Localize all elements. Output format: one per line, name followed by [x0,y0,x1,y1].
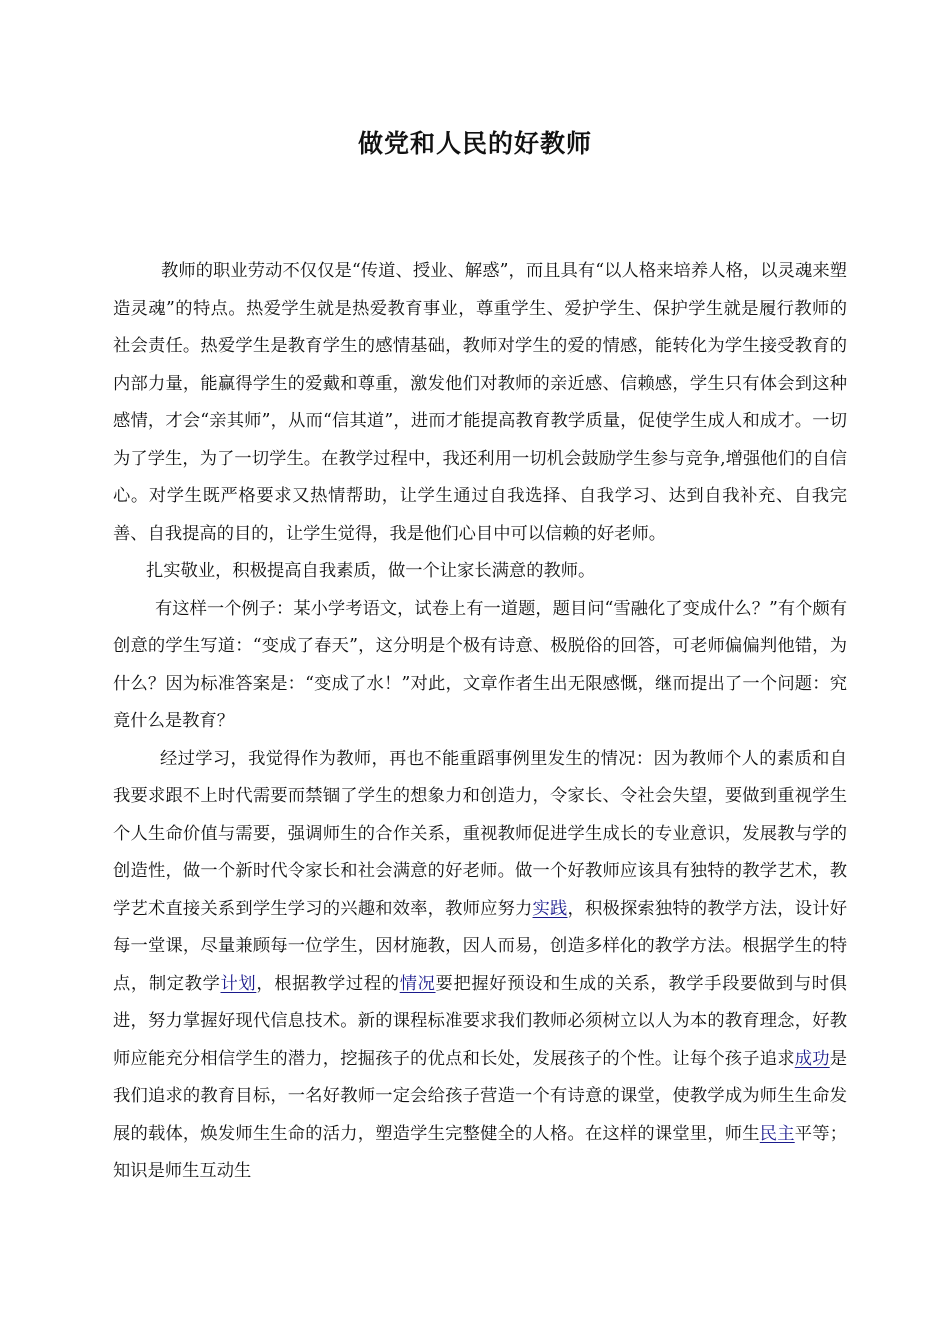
paragraph-text-segment: ，积极探索独特的教学方法，设计好每一堂课，尽量兼顾每一位学生，因材施教，因人而易，创造多样化的教学方法。根据学生的特点，制定教学 [113,898,847,994]
paragraph-text-segment: ，根据教学过程的 [256,973,400,994]
paragraph-teacher-love: 教师的职业劳动不仅仅是“传道、授业、解惑”，而且具有“以人格来培养人格，以灵魂来塑造灵魂”的特点。热爱学生就是热爱教育事业，尊重学生、爱护学生、保护学生就是履行教师的社会责任。热爱学生是教育学生的感情基础，教师对学生的爱的情感，能转化为学生接受教育的内部力量，能赢得学生的爱戴和尊重，激发他们对教师的亲近感、信赖感，学生只有体会到这种感情，才会“亲其师”，从而“信其道”，进而才能提高教育教学质量，促使学生成人和成才。一切为了学生，为了一切学生。在教学过程中，我还利用一切机会鼓励学生参与竞争,增强他们的自信心。对学生既严格要求又热情帮助，让学生通过自我选择、自我学习、达到自我补充、自我完善、自我提高的目的，让学生觉得，我是他们心目中可以信赖的好老师。 [113,261,847,544]
document-body [113,253,847,1191]
paragraph-text-segment: 要把握好预设和生成的关系，教学手段要做到与时俱进，努力掌握好现代信息技术。新的课程标准要求我们教师必须树立以人为本的教育理念，好教师应能充分相信学生的潜力，挖掘孩子的优点和长处，发展孩子的个性。让每个孩子追求 [113,973,847,1069]
document-title: 做党和人民的好教师 [357,129,592,158]
link-situation[interactable]: 情况 [399,973,436,994]
paragraph-text-segment: 是我们追求的教育目标，一名好教师一定会给孩子营造一个有诗意的课堂，使教学成为师生生命发展的载体，焕发师生生命的活力，塑造学生完整健全的人格。在这样的课堂里，师生 [113,1048,847,1144]
link-plan[interactable]: 计划 [220,973,257,994]
paragraph-text-segment: 平等；知识是师生互动生 [113,1123,847,1181]
paragraph-text-segment: 经过学习，我觉得作为教师，再也不能重蹈事例里发生的情况：因为教师个人的素质和自我要求跟不上时代需要而禁锢了学生的想象力和创造力，令家长、令社会失望，要做到重视学生个人生命价值与需要，强调师生的合作关系，重视教师促进学生成长的专业意识，发展教与学的创造性，做一个新时代令家长和社会满意的好老师。做一个好教师应该具有独特的教学艺术，教学艺术直接关系到学生学习的兴趣和效率，教师应努力 [113,748,847,919]
paragraph-reflection [113,741,847,1191]
paragraph-example: 有这样一个例子：某小学考语文，试卷上有一道题，题目问“雪融化了变成什么？”有个颇有创意的学生写道：“变成了春天”，这分明是个极有诗意、极脱俗的回答，可老师偏偏判他错，为什么？因为标准答案是：“变成了水！”对此，文章作者生出无限感慨，继而提出了一个问题：究竟什么是教育？ [113,598,847,731]
paragraph-dedication: 扎实敬业，积极提高自我素质，做一个让家长满意的教师。 [146,561,596,581]
link-democracy[interactable]: 民主 [759,1123,795,1144]
link-practice[interactable]: 实践 [532,898,568,919]
link-success[interactable]: 成功 [794,1048,830,1069]
